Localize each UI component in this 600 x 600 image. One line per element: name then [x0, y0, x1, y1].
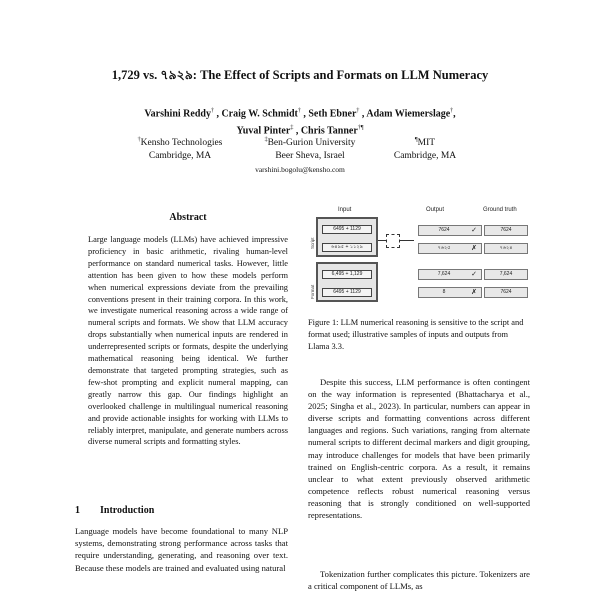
author-name: , Seth Ebner — [303, 108, 357, 120]
check-icon: ✓ — [471, 271, 477, 278]
cross-icon: ✗ — [471, 289, 477, 296]
section-number: 1 — [75, 505, 80, 516]
arrow-icon — [400, 240, 414, 241]
affiliation-mark: ¶ — [414, 137, 418, 143]
affiliation-3 — [375, 134, 475, 163]
author-name: , Adam Wiemerslage — [361, 108, 451, 120]
author-mark: † — [356, 108, 360, 114]
affiliation-name: Kensho Technologies — [140, 138, 223, 149]
author-mark: † — [210, 108, 214, 114]
author-mark: † — [450, 108, 454, 114]
affiliation-1 — [120, 134, 240, 163]
affiliation-name: MIT — [417, 138, 436, 149]
figure-col-output: Output — [426, 207, 445, 213]
author-name: Varshini Reddy — [144, 108, 211, 120]
arrow-icon — [378, 240, 386, 241]
paper-title: 1,729 vs. ৭৯২৯: The Effect of Scripts and Formats on LLM Numeracy — [111, 68, 489, 82]
output-cell — [418, 243, 482, 254]
input-cell: ৬৪৯৫ + ১১২৯ — [322, 243, 372, 252]
affiliation-city: Beer Sheva, Israel — [275, 151, 345, 162]
affiliation-city: Cambridge, MA — [148, 151, 212, 162]
affiliation-city: Cambridge, MA — [393, 151, 457, 162]
truth-cell: 7624 — [484, 225, 528, 236]
input-group-script — [316, 217, 378, 257]
abstract-heading: Abstract — [169, 212, 207, 223]
section-title: Introduction — [100, 505, 155, 516]
input-cell: 6,495 + 1,129 — [322, 270, 372, 279]
truth-cell: 7,624 — [484, 269, 528, 280]
check-icon: ✓ — [471, 227, 477, 234]
affiliation-mark: ‡ — [264, 137, 268, 143]
affiliation-2 — [245, 134, 375, 163]
input-cell: 6495 + 1129 — [322, 225, 372, 234]
author-name: , Craig W. Schmidt — [216, 108, 298, 120]
cross-icon: ✗ — [471, 245, 477, 252]
output-value: 8 — [442, 289, 446, 295]
affiliation-name: Ben-Gurion University — [267, 138, 356, 149]
author-separator: , — [453, 108, 456, 120]
authors-line-1 — [60, 104, 540, 121]
author-name: Yuval Pinter — [236, 125, 291, 137]
output-value: 7,624 — [437, 271, 451, 277]
figure-col-input: Input — [338, 207, 352, 213]
intro-text: Language models have become foundational to many NLP systems, demonstrating strong performance across tasks that require understanding, generating, and reasoning over text. Because these models are trained and evaluated using natural — [75, 526, 288, 573]
figure-label-format: Format — [310, 284, 315, 299]
output-value: 7624 — [438, 227, 450, 233]
body-paragraph: Despite this success, LLM performance is often contingent on the way information is represented (Bhattacharya et al., 2025; Singha et al., 2023). In particular, numbers can appear in diverse scripts and formatting conventions across different languages and regions. Such variations, ranging from alternate numeral scripts to different decimal markers and digit grouping, may introduce challenges for models that have been primarily trained on English-centric corpora. As a result, it remains unclear to what extent previously observed arithmetic competence reflects robust numerical reasoning versus reasoning that is strongly conditioned on well-supported representations. — [308, 377, 530, 521]
output-cell — [418, 287, 482, 298]
input-group-format — [316, 262, 378, 302]
truth-cell: ৭৬২৪ — [484, 243, 528, 254]
affiliation-mark: † — [137, 137, 141, 143]
figure-label-script: Script — [310, 237, 315, 249]
input-cell: 6495 + 1129 — [322, 288, 372, 297]
output-cell — [418, 269, 482, 280]
output-value: ৭৬২৫ — [437, 245, 451, 251]
author-name: , Chris Tanner — [295, 125, 358, 137]
contact-email[interactable]: varshini.bogolu@kensho.com — [255, 165, 345, 174]
section-heading — [75, 505, 154, 516]
author-mark: ‡ — [290, 125, 294, 132]
output-cell — [418, 225, 482, 236]
truth-cell: 7624 — [484, 287, 528, 298]
llm-icon — [386, 234, 400, 248]
figure-col-truth: Ground truth — [483, 207, 517, 213]
body-paragraph: Tokenization further complicates this picture. Tokenizers are a critical component of LLMs, as — [308, 569, 530, 592]
figure-caption: Figure 1: LLM numerical reasoning is sensitive to the script and format used; illustrative samples of inputs and outputs from Llama 3.3. — [308, 318, 524, 351]
author-mark: † — [297, 108, 301, 114]
abstract-text: Large language models (LLMs) have achieved impressive proficiency in basic arithmetic, rivaling human-level performance on standard numerical tasks. However, little attention has been given to how these models perform when numerical expressions deviate from the prevailing conventions present in their training corpora. In this work, we investigate numerical reasoning across a wide range of numeral scripts and formats. We show that LLM accuracy drops substantially when numerical inputs are rendered in underrepresented scripts or formats, despite the underlying mathematical reasoning being identical. We further demonstrate that targeted prompting strategies, such as few-shot prompting and explicit numeral mapping, can greatly narrow this gap. Our findings highlight an overlooked challenge in multilingual numerical reasoning and provide actionable insights for working with LLMs to reliably interpret, manipulate, and generate numbers across diverse numeral scripts and formatting styles. — [88, 235, 288, 447]
figure-1 — [308, 207, 530, 307]
author-mark: †¶ — [357, 125, 364, 132]
